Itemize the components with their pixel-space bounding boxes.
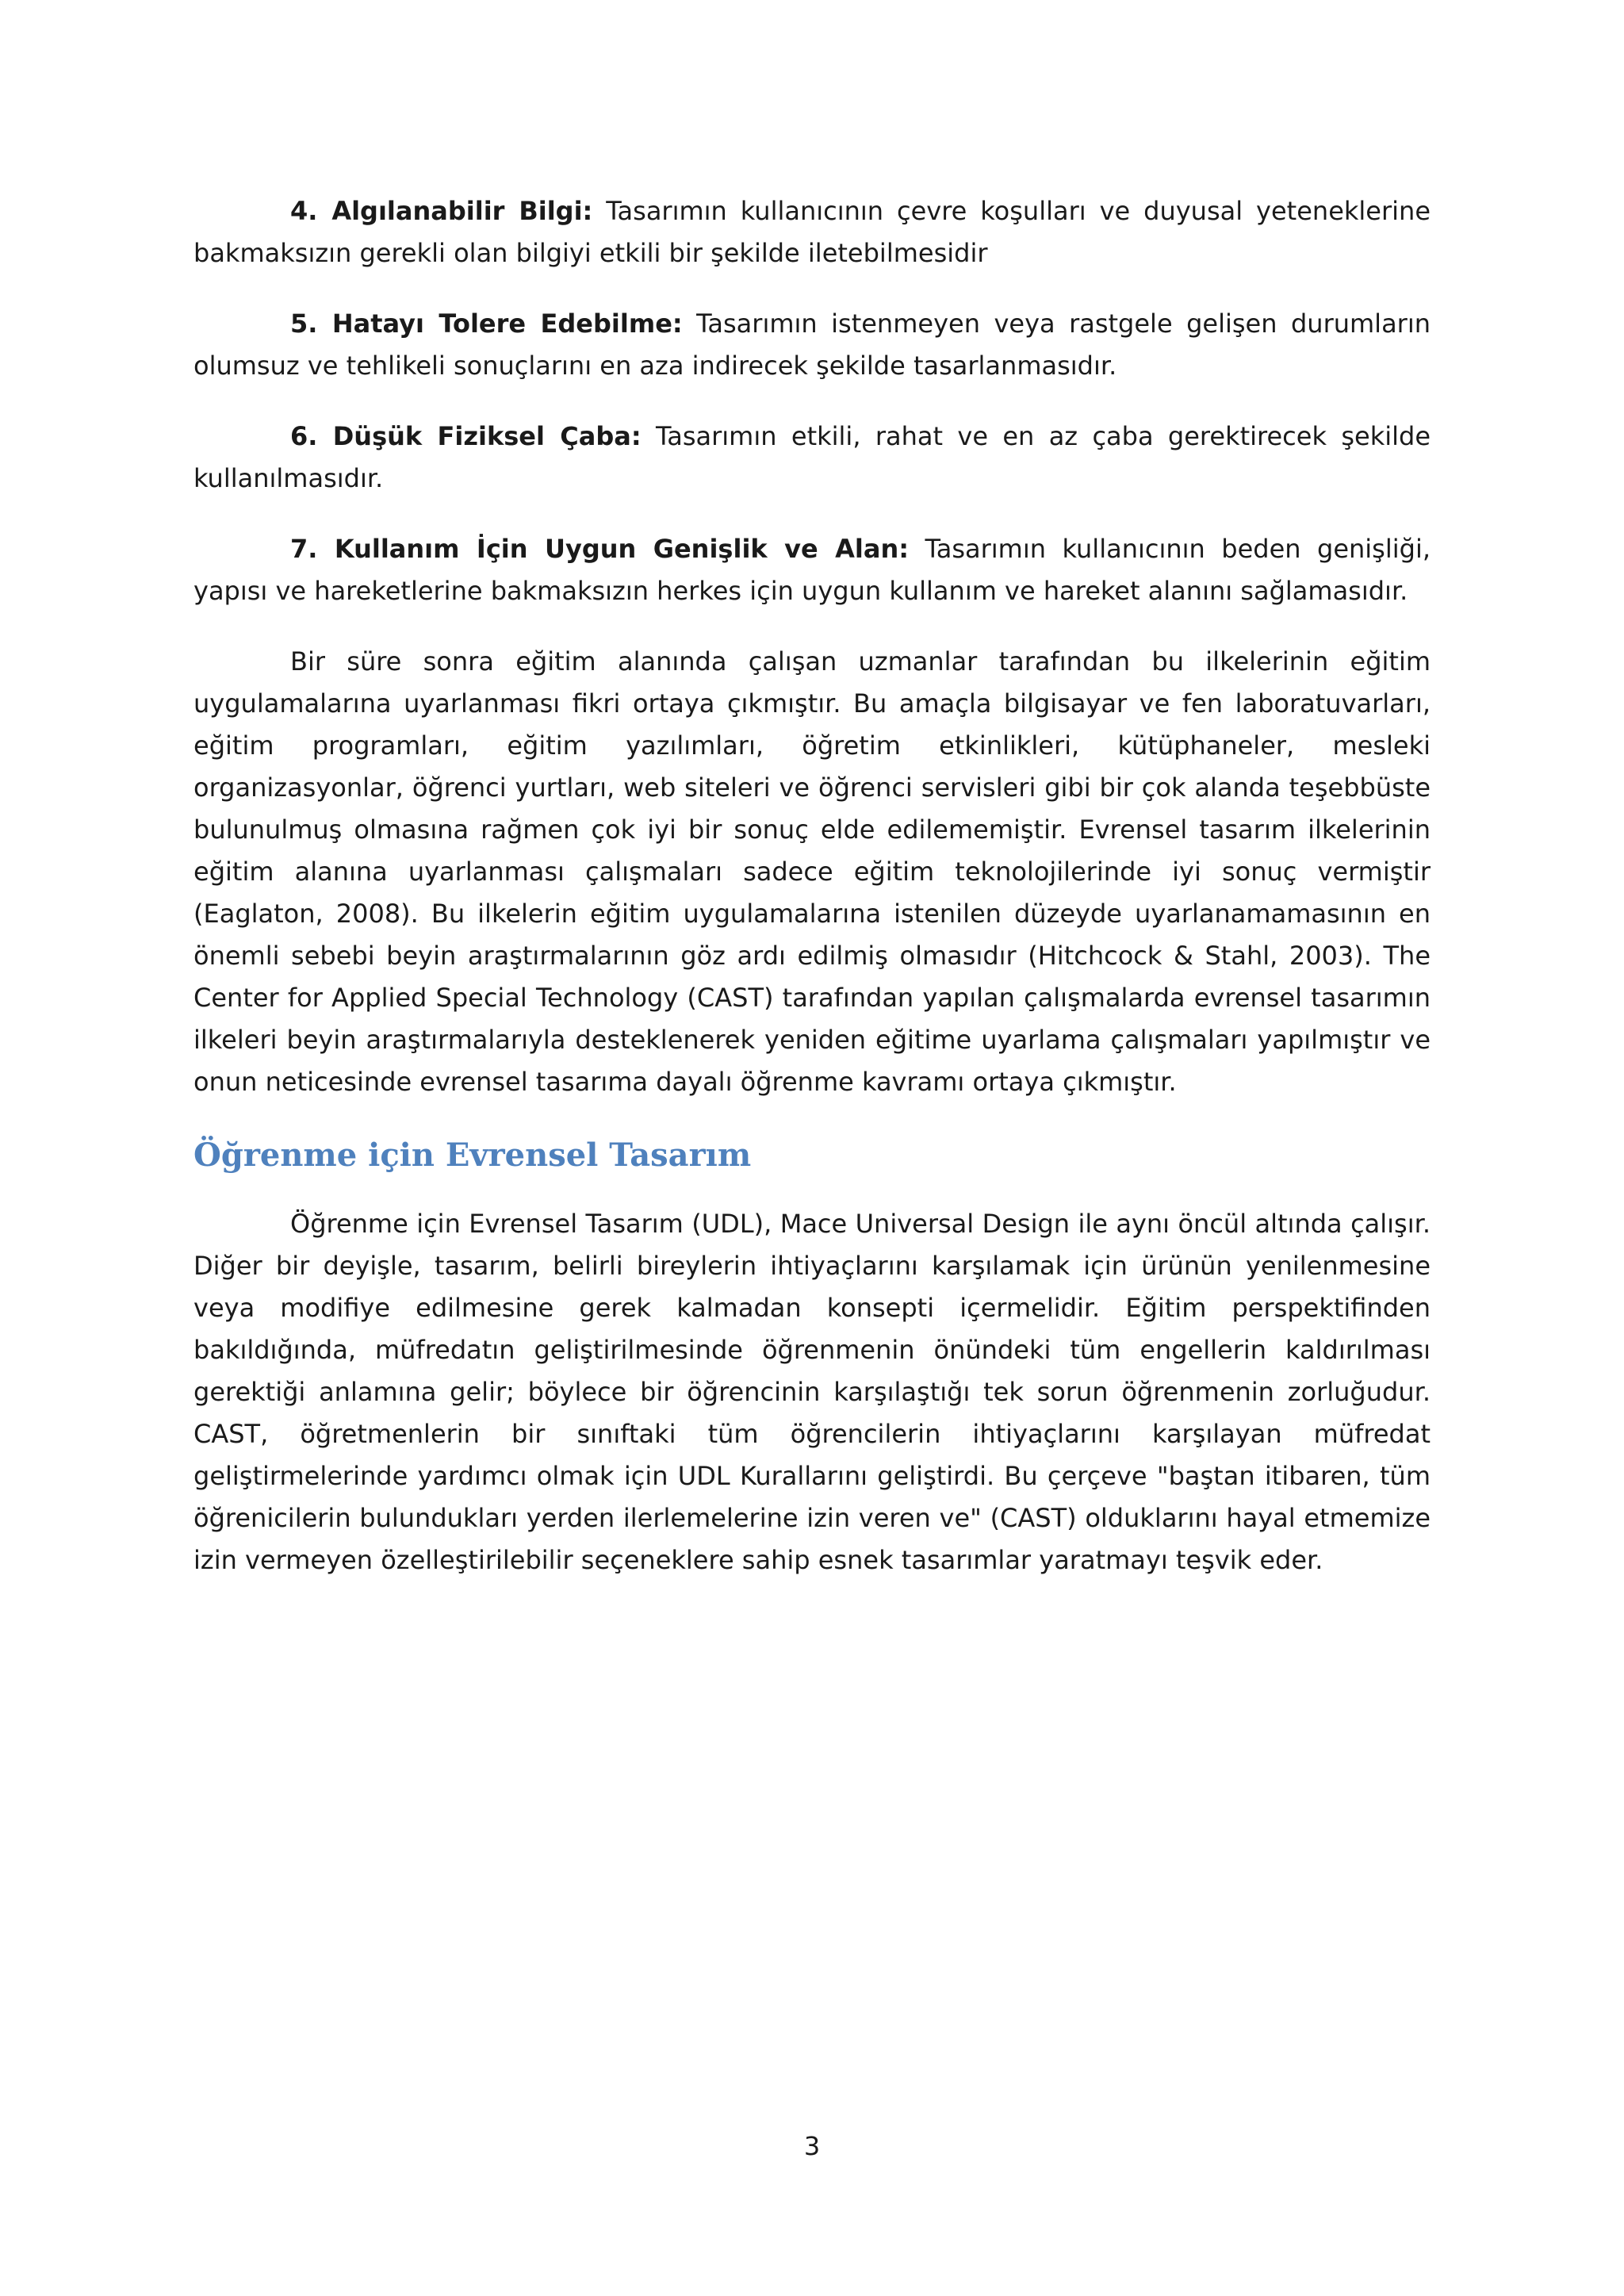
principle-description: Tasarımın kullanıcının çevre koşulları ve duyusal yeteneklerine bakmaksızın gerekli olan bilgiyi etkili bir şekilde iletebilmesidir bbox=[193, 196, 1431, 268]
principle-description: Tasarımın kullanıcının beden genişliği, yapısı ve hareketlerine bakmaksızın herkes için uygun kullanım ve hareket alanını sağlamasıdır. bbox=[193, 534, 1431, 606]
principle-title: 7. Kullanım İçin Uygun Genişlik ve Alan: bbox=[290, 534, 910, 564]
body-paragraph-1: Bir süre sonra eğitim alanında çalışan uzmanlar tarafından bu ilkelerinin eğitim uygulamalarına uyarlanması fikri ortaya çıkmıştır. Bu amaçla bilgisayar ve fen laboratuvarları, eğitim programları, eğitim yazılımları, öğretim etkinlikleri, kütüphaneler, mesleki organizasyonlar, öğrenci yurtları, web siteleri ve öğrenci servisleri gibi bir çok alanda teşebbüste bulunulmuş olmasına rağmen çok iyi bir sonuç elde edilememiştir. Evrensel tasarım ilkelerinin eğitim alanına uyarlanması çalışmaları sadece eğitim teknolojilerinde iyi sonuç vermiştir (Eaglaton, 2008). Bu ilkelerin eğitim uygulamalarına istenilen düzeyde uyarlanamamasının en önemli sebebi beyin araştırmalarının göz ardı edilmiş olmasıdır (Hitchcock & Stahl, 2003). The Center for Applied Special Technology (CAST) tarafından yapılan çalışmalarda evrensel tasarımın ilkeleri beyin araştırmalarıyla desteklenerek yeniden eğitime uyarlama çalışmaları yapılmıştır ve onun neticesinde evrensel tasarıma dayalı öğrenme kavramı ortaya çıkmıştır. bbox=[193, 646, 1431, 1097]
principle-title: 6. Düşük Fiziksel Çaba: bbox=[290, 421, 642, 451]
principle-item-4 bbox=[193, 190, 1431, 274]
principle-item-6 bbox=[193, 416, 1431, 500]
page-number: 3 bbox=[803, 2131, 821, 2161]
body-paragraph-2: Öğrenme için Evrensel Tasarım (UDL), Mace Universal Design ile aynı öncül altında çalışır. Diğer bir deyişle, tasarım, belirli bireylerin ihtiyaçlarını karşılamak için ürünün yenilenmesine veya modifiye edilmesine gerek kalmadan konsepti içermelidir. Eğitim perspektifinden bakıldığında, müfredatın geliştirilmesinde öğrenmenin önündeki tüm engellerin kaldırılması gerektiği anlamına gelir; böylece bir öğrencinin karşılaştığı tek sorun öğrenmenin zorluğudur. CAST, öğretmenlerin bir sınıftaki tüm öğrencilerin ihtiyaçlarını karşılayan müfredat geliştirmelerinde yardımcı olmak için UDL Kurallarını geliştirdi. Bu çerçeve "baştan itibaren, tüm öğrenicilerin bulundukları yerden ilerlemelerine izin veren ve" (CAST) olduklarını hayal etmemize izin vermeyen özelleştirilebilir seçeneklere sahip esnek tasarımlar yaratmayı teşvik eder. bbox=[193, 1209, 1431, 1575]
principle-title: 4. Algılanabilir Bilgi: bbox=[290, 196, 593, 226]
principle-description: Tasarımın istenmeyen veya rastgele gelişen durumların olumsuz ve tehlikeli sonuçlarını en aza indirecek şekilde tasarlanmasıdır. bbox=[193, 309, 1431, 381]
document-body bbox=[193, 190, 1431, 1610]
section-heading: Öğrenme için Evrensel Tasarım bbox=[193, 1137, 752, 1174]
principle-item-7 bbox=[193, 528, 1431, 612]
principle-title: 5. Hatayı Tolere Edebilme: bbox=[290, 309, 683, 339]
principle-item-5 bbox=[193, 303, 1431, 387]
principle-description: Tasarımın etkili, rahat ve en az çaba gerektirecek şekilde kullanılmasıdır. bbox=[193, 421, 1431, 493]
